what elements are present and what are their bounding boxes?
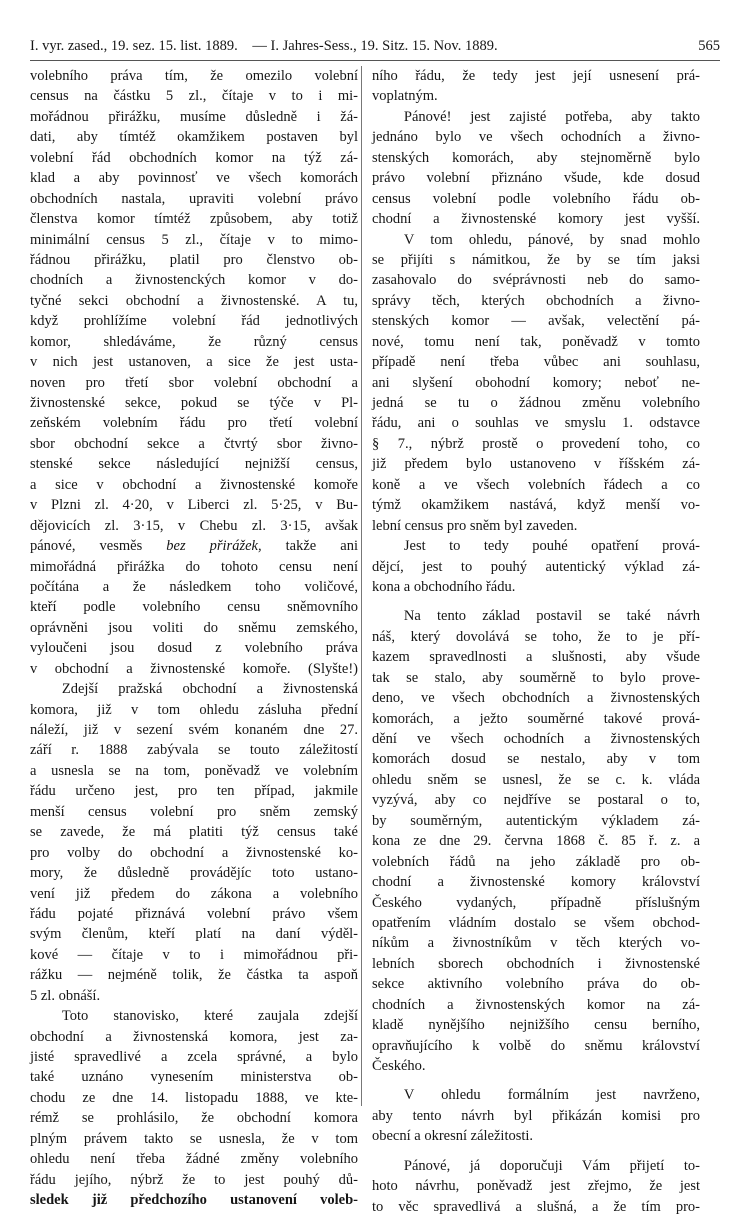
text-line: stenských komor — avšak, velectění pá- — [372, 313, 700, 330]
text-line: právo volební přiznáno všude, kde dosud — [372, 170, 700, 187]
text-line: se zavede, že má platiti týž census také — [30, 824, 358, 841]
text-line: Jest to tedy pouhé opatření prová- — [403, 538, 700, 555]
text-line: kladě nynějšího nejnižšího censu berního, — [372, 1017, 700, 1034]
text-line: a sice v obchodní a živnostenské komoře — [30, 476, 358, 493]
text-line: minimální census 5 zl., čítaje v to mimo- — [30, 231, 358, 248]
text-line: by souměrným, autentickým výkladem zá- — [372, 812, 700, 829]
text-line: opravňujícího k volbě do sněmu království — [372, 1037, 700, 1054]
header-middle: — I. Jahres-Sess., 19. Sitz. 15. Nov. 1889. — [252, 38, 498, 54]
text-line: v obchodní a živnostenské komoře. (Slyšte!) — [30, 660, 358, 677]
text-line: menší census volební pro sněm zemský — [30, 803, 358, 820]
text-line: chodních a živnostenských komor na zá- — [372, 996, 700, 1013]
text-line: mimořádná přirážka do tohoto censu není — [30, 558, 358, 575]
text-line: obchodních nastala, upraviti volební právo — [30, 190, 358, 207]
text-run: takže ani — [261, 538, 358, 555]
text-line: koně a ve všech volebních řádech a co — [372, 476, 700, 493]
text-line: členstva komor tímtéž způsobem, aby totiž — [30, 211, 358, 228]
text-line: Na tento základ postavil se také návrh — [403, 608, 700, 625]
left-column — [30, 66, 358, 1211]
text-line: obecní a okresní záležitosti. — [372, 1128, 534, 1145]
text-line: jisté spravedlivé a zcela správné, a bylo — [30, 1049, 358, 1065]
text-line: v Plzni zl. 4·20, v Liberci zl. 5·25, v Bu- — [30, 497, 358, 514]
text-line: chodních a živnostenckých komor v do- — [30, 272, 358, 289]
text-line: klad a aby povinnosť ve všech komorách — [30, 170, 358, 187]
text-line: řádu pojaté přiznává volební právo všem — [30, 905, 358, 922]
text-line: volebních řádů na jeho základě pro ob- — [372, 853, 700, 870]
text-line: pro volby do obchodní a živnostenské ko- — [30, 844, 358, 861]
text-line: to věc spravedlivá a slušná, a že tím pro- — [372, 1198, 700, 1215]
text-line: níkům a živnostníkům v těch kterých vo- — [372, 935, 700, 952]
text-line: kteří podle volebního censu sněmovního — [30, 599, 358, 616]
text-line: chodu ze dne 14. listopadu 1888, ve kte- — [30, 1089, 358, 1106]
text-line: vení již předem do zákona a volebního — [30, 885, 358, 902]
text-line: řádu, ani o souhlas ve smyslu 1. odstavce — [372, 415, 700, 432]
text-line: sbor obchodní sekce a čtvrtý sbor živno- — [30, 435, 358, 452]
text-line: stenské sekce následující nejnižší census, — [30, 456, 358, 473]
text-line: rémž se prohlásilo, že obchodní komora — [30, 1110, 358, 1127]
text-line: kazem spravedlnosti a slušnosti, aby všude — [372, 649, 700, 666]
text-line: hoto návrhu, poněvadž jest zřejmo, že jest — [372, 1178, 700, 1195]
text-line: rážku — nejméně tolik, že částka ta aspoň — [30, 967, 358, 984]
text-line: Pánové, já doporučuji Vám přijetí to- — [403, 1157, 700, 1174]
text-line: kové — čítaje v to i mimořádnou při- — [30, 946, 358, 963]
text-line: již předem bylo ustanoveno v říšském zá- — [372, 456, 700, 473]
text-run: pánové, vesměs — [30, 538, 167, 555]
text-line: sekce aktivního volebního práva do ob- — [372, 976, 700, 993]
text-line: tyčné sekci obchodní a živnostenské. A tu, — [30, 292, 358, 309]
text-line: lební census pro sněm byl zaveden. — [372, 517, 578, 534]
page-number: 565 — [698, 38, 720, 54]
text-line: ohledu sněm se usnesl, že se c. k. vláda — [372, 771, 700, 788]
text-line: mořádnou přirážku, musíme důsledně i žá- — [30, 108, 358, 125]
text-line: nové, tomu není tak, poněvadž v tomto — [372, 333, 700, 350]
text-line: když prohlížíme volební řád jednotlivých — [30, 313, 358, 330]
text-line: voplatným. — [372, 88, 438, 105]
column-divider — [361, 66, 362, 1106]
text-line: deno, ve všech obchodních a živnostenských — [372, 690, 700, 707]
text-line: tak se stalo, aby souměrně to bylo prove- — [372, 669, 700, 686]
text-line: komora, již v tom ohledu zásluha přední — [30, 701, 358, 718]
text-line: aby tento návrh byl přikázán komisi pro — [372, 1107, 700, 1124]
text-line: náleží, již v sezení svém konaném dne 27. — [30, 722, 358, 738]
text-line: ního řádu, že tedy jest její usnesení prá- — [372, 68, 700, 84]
text-line: Toto stanovisko, které zaujala zdejší — [61, 1008, 358, 1025]
text-line: ani slyšení obohodní komory; neboť ne- — [372, 374, 700, 391]
text-line: a usnesla se na tom, poněvadž ve volebním — [30, 762, 358, 779]
text-line: opatřením vládním dostalo se všem obchod- — [372, 914, 700, 931]
text-line: dějovicích zl. 3·15, v Chebu zl. 3·15, avšak — [30, 517, 358, 534]
text-line: komor, shledáváme, že různý census — [30, 333, 358, 350]
text-line: volební řád obchodních komor na týž zá- — [30, 149, 358, 166]
text-line: kona a obchodního řádu. — [372, 578, 516, 595]
text-line: V ohledu formálním jest navrženo, — [403, 1087, 700, 1104]
text-line: mory, že důsledně provádějíc toto ustano- — [30, 865, 358, 882]
text-line: obchodní a živnostenská komora, jest za- — [30, 1028, 358, 1045]
text-line: census volební podle volebního řádu ob- — [372, 190, 700, 207]
text-line: lebních sborech obchodních i živnostenské — [372, 955, 700, 972]
page-header — [30, 38, 720, 60]
text-line: volebního práva tím, že omezilo volební — [30, 68, 358, 84]
text-line: řádu určeno jest, pro ten případ, jakmile — [30, 783, 358, 800]
text-line: Českého. — [372, 1058, 426, 1074]
text-line: V tom ohledu, pánové, by snad mohlo — [403, 231, 700, 248]
text-line: ohledu není třeba žádné změny volebního — [30, 1151, 358, 1168]
text-line: oprávněni jsou voliti do sněmu zemského, — [30, 619, 358, 636]
text-line — [30, 536, 358, 556]
text-line: jedná se tu o žádnou změnu volebního — [372, 395, 700, 411]
text-line: se přijíti s námitkou, že by se tím jaksi — [372, 251, 700, 268]
text-line: noven pro třetí sbor volební obchodní a — [30, 374, 358, 391]
text-line: dění ve všech ochodních a živnostenských — [372, 731, 700, 747]
text-line: září r. 1888 zabývala se touto záležitostí — [30, 742, 358, 759]
text-line: 5 zl. obnáší. — [30, 987, 101, 1004]
text-line: počítána a že následkem toho voličové, — [30, 578, 358, 595]
text-line: plným právem takto se usnesla, že v tom — [30, 1130, 358, 1147]
text-line: zeňském volebním řádu pro třetí volební — [30, 415, 358, 432]
text-line: náš, který dovolává se toho, že to je pří- — [372, 628, 700, 645]
text-line: vyloučeni jsou dosud z volebního práva — [30, 640, 358, 657]
text-line: řádnou přirážku, platil pro členstvo ob- — [30, 251, 358, 268]
text-line: § 7., nýbrž prostě o provedení toho, co — [372, 435, 700, 452]
text-line: Českého vydaných, případně příslušným — [372, 894, 700, 911]
text-line: v nich jest ustanoven, a sice že jest usta- — [30, 354, 358, 371]
text-line: komorách dosud se nestalo, aby v tom — [372, 751, 700, 768]
text-line: stenských komorách, aby stejnoměrně bylo — [372, 149, 700, 166]
text-line: týmž okamžikem nastává, když menší vo- — [372, 497, 700, 514]
text-line: dati, aby tímtéž okamžikem postaven byl — [30, 129, 358, 146]
text-line: jednáno bylo ve všech ochodních a živno- — [372, 129, 700, 146]
right-column — [372, 66, 700, 1217]
text-line: komorách, a ježto souměrné takové prová- — [372, 710, 700, 727]
header-rule — [30, 60, 720, 61]
text-line: zasahovalo do svéprávnosti neb do samo- — [372, 272, 700, 289]
text-line: chodní a živnostenské komory království — [372, 874, 700, 891]
italic-emphasis: bez přirážek, — [166, 538, 262, 555]
text-line: také uznáno vynesením ministerstva ob- — [30, 1069, 358, 1086]
text-line: řádu jejího, nýbrž že to jest pouhý dů- — [30, 1171, 358, 1188]
text-line: případě není třeba vůbec ani souhlasu, — [372, 354, 700, 371]
text-line: kona ze dne 29. června 1868 č. 85 ř. z. a — [372, 833, 700, 850]
text-line: census na částku 5 zl., čítaje v to i mi- — [30, 88, 358, 105]
text-line: dějcí, jest to pouhý autentický výklad zá- — [372, 558, 700, 575]
text-line: chodní a živnostenské komory jest vyšší. — [372, 211, 700, 228]
text-line: Zdejší pražská obchodní a živnostenská — [61, 681, 358, 698]
text-line: sledek již předchozího ustanovení voleb- — [30, 1192, 358, 1209]
text-line: svým členům, kteří platí na daní výděl- — [30, 926, 358, 943]
text-line: správy těch, kterých obchodních a živno- — [372, 292, 700, 309]
text-line: Pánové! jest zajisté potřeba, aby takto — [403, 108, 700, 125]
text-line: živnostenské sekce, pokud se týče v Pl- — [30, 395, 358, 411]
header-left: I. vyr. zased., 19. sez. 15. list. 1889. — [30, 38, 238, 54]
text-line: vyzývá, aby co nejdříve se postaral o to, — [372, 792, 700, 809]
